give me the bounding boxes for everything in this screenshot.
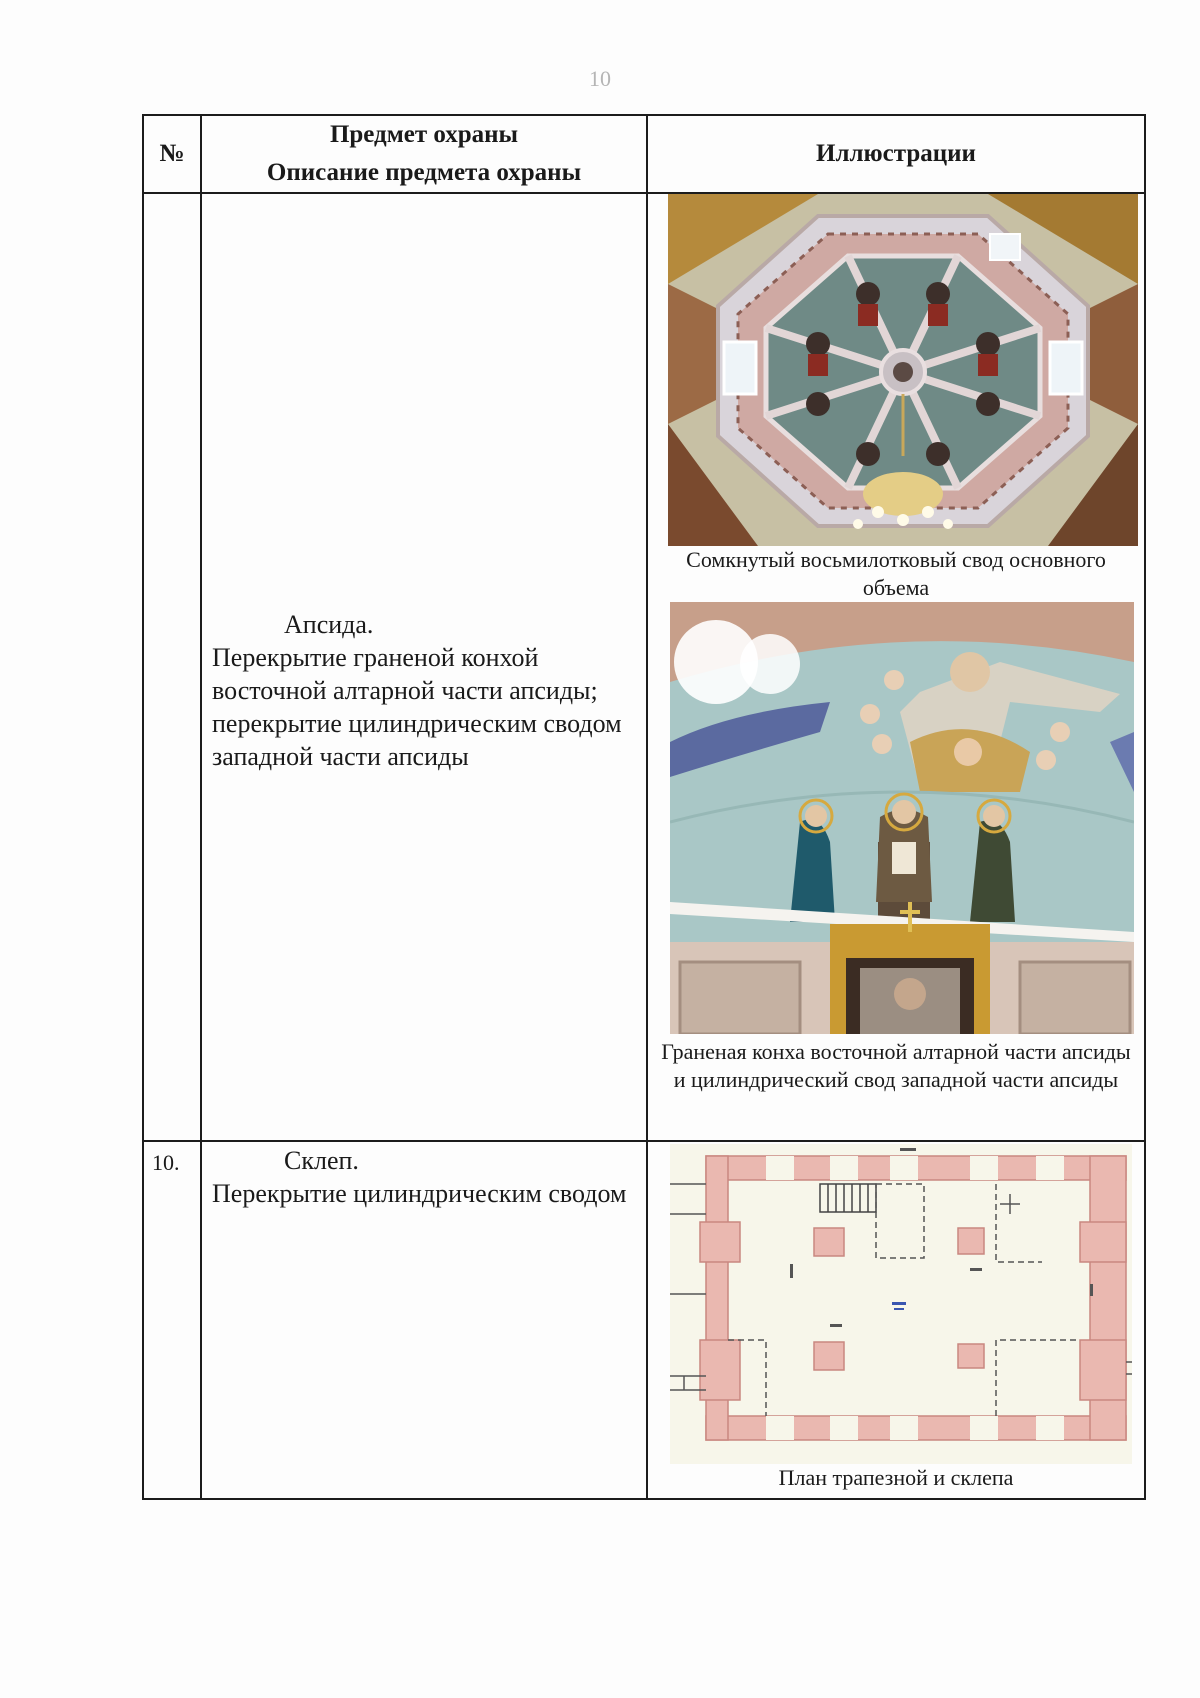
protection-table (142, 114, 1146, 1500)
illustration-caption: План трапезной и склепа (778, 1465, 1014, 1490)
row-title: Склеп. (284, 1146, 359, 1175)
header-number: № (143, 115, 201, 193)
header-subject (201, 115, 647, 193)
row-illustrations-cell (647, 1141, 1145, 1499)
illustration-caption: Граненая конха восточной алтарной части апсиды и цилиндрический свод западной части апсиды (661, 1039, 1131, 1092)
page-number: 10 (589, 66, 611, 91)
row-description (212, 608, 638, 773)
illustration-caption: Сомкнутый восьмилотковый свод основного объема (686, 547, 1106, 600)
floor-plan-drawing (670, 1144, 1132, 1464)
row-number (143, 193, 201, 1141)
table-row (143, 193, 1145, 1141)
row-text: Перекрытие граненой конхой восточной алтарной части апсиды; перекрытие цилиндрическим сводом западной части апсиды (212, 643, 622, 771)
octagonal-dome-photo (668, 194, 1138, 546)
row-text: Перекрытие цилиндрическим сводом (212, 1179, 627, 1208)
row-description (212, 1144, 638, 1210)
apse-fresco-photo (670, 602, 1134, 1034)
header-illustrations: Иллюстрации (647, 115, 1145, 193)
row-description-cell (201, 193, 647, 1141)
row-illustrations-cell (647, 193, 1145, 1141)
header-subject-line1: Предмет охраны (329, 121, 519, 148)
header-subject-line2: Описание предмета охраны (266, 159, 582, 186)
table-header-row (143, 115, 1145, 193)
row-description-cell (201, 1141, 647, 1499)
row-number: 10. (143, 1141, 201, 1499)
row-title: Апсида. (284, 610, 374, 639)
table-row (143, 1141, 1145, 1499)
